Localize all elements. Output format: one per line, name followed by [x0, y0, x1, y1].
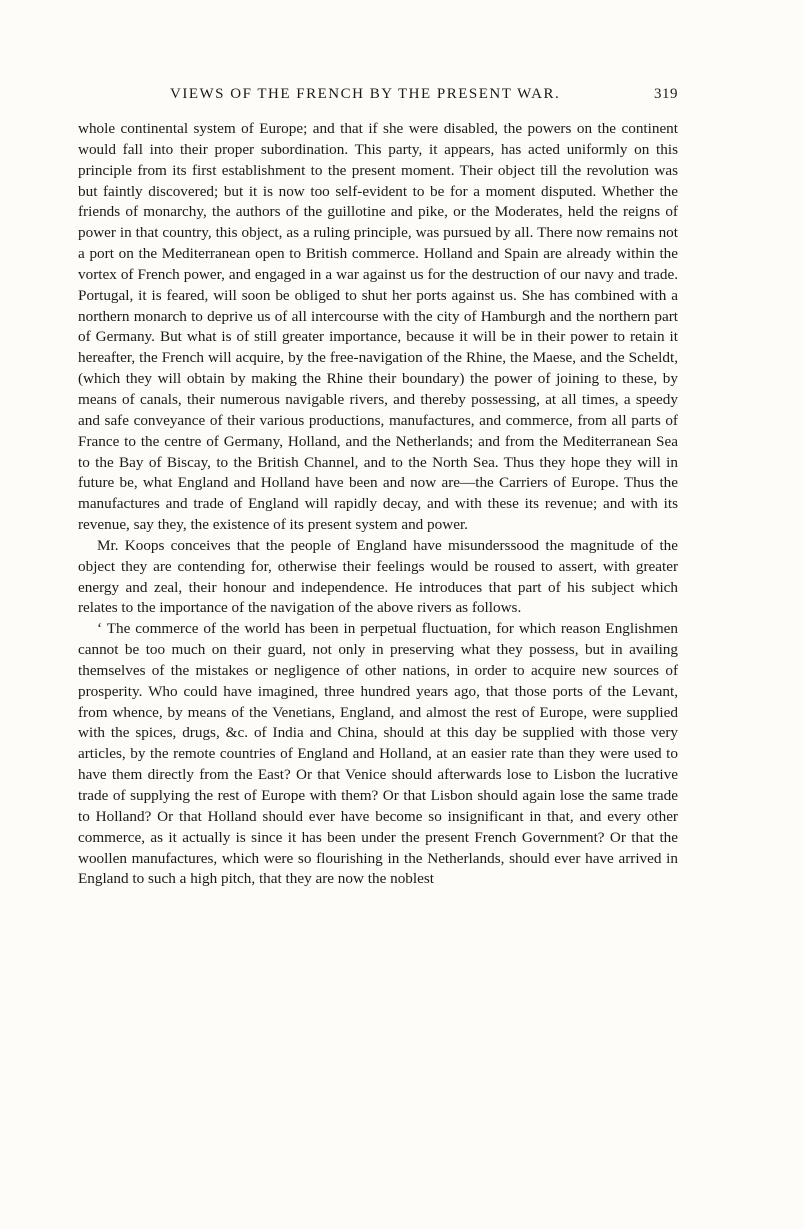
paragraph-koops: Mr. Koops conceives that the people of England have misunderssood the magnitude of the object they are contending for, otherwise their feelings would be roused to assert, with greater energy and zeal, their honour and independence. He introduces that part of his subject which relates to the importance of the navigation of the above rivers as follows.	[78, 536, 678, 617]
running-title: VIEWS OF THE FRENCH BY THE PRESENT WAR.	[170, 86, 561, 102]
page-header	[78, 86, 678, 114]
paragraph-quotation: ‘ The commerce of the world has been in perpetual fluctuation, for which reason Englishmen cannot be too much on their guard, not only in preserving what they possess, but in availing themselves of the mistakes or negligence of other nations, in order to acquire new sources of prosperity. Who could have imagined, three hundred years ago, that those ports of the Levant, from whence, by means of the Venetians, England, and almost the rest of Europe, were supplied with the spices, drugs, &c. of India and China, should at this day be supplied with those very articles, by the remote countries of England and Holland, at an easier rate than they were used to have them directly from the East? Or that Venice should afterwards lose to Lisbon the lucrative trade of supplying the rest of Europe with them? Or that Lisbon should again lose the same trade to Holland? Or that Holland should ever have become so insignificant in that, and every other commerce, as it actually is since it has been under the present French Government? Or that the woollen manufactures, which were so flourishing in the Netherlands, should ever have arrived in England to such a high pitch, that they are now the noblest	[78, 620, 678, 888]
page-number: 319	[654, 86, 678, 102]
paragraph-continued: whole continental system of Europe; and that if she were disabled, the powers on the continent would fall into their proper subordination. This party, it appears, has acted uniformly on this principle from its first establishment to the present moment. Their object till the revolution was but faintly discovered; but it is now too self-evident to be for a moment disputed. Whether the friends of monarchy, the authors of the guillotine and pike, or the Moderates, held the reigns of power in that country, this object, as a ruling principle, was pursued by all. There now remains not a port on the Mediterranean open to British commerce. Holland and Spain are already within the vortex of French power, and engaged in a war against us for the destruction of our navy and trade. Portugal, it is feared, will soon be obliged to shut her ports against us. She has combined with a northern monarch to deprive us of all intercourse with the city of Hamburgh and the northern part of Germany. But what is of still greater importance, because it will be in their power to retain it hereafter, the French will acquire, by the free-navigation of the Rhine, the Maese, and the Scheldt, (which they will obtain by making the Rhine their boundary) the power of joining to these, by means of canals, their numerous navigable rivers, and thereby possessing, at all times, a speedy and safe conveyance of their various productions, manufactures, and commerce, from all parts of France to the centre of Germany, Holland, and the Netherlands; and from the Mediterranean Sea to the Bay of Biscay, to the British Channel, and to the North Sea. Thus they hope they will in future be, what England and Holland have been and now are—the Carriers of Europe. Thus the manufactures and trade of England will rapidly decay, and with these its revenue; and with its revenue, say they, the existence of its present system and power.	[78, 120, 678, 534]
page-body	[78, 119, 678, 890]
book-page	[78, 86, 678, 890]
